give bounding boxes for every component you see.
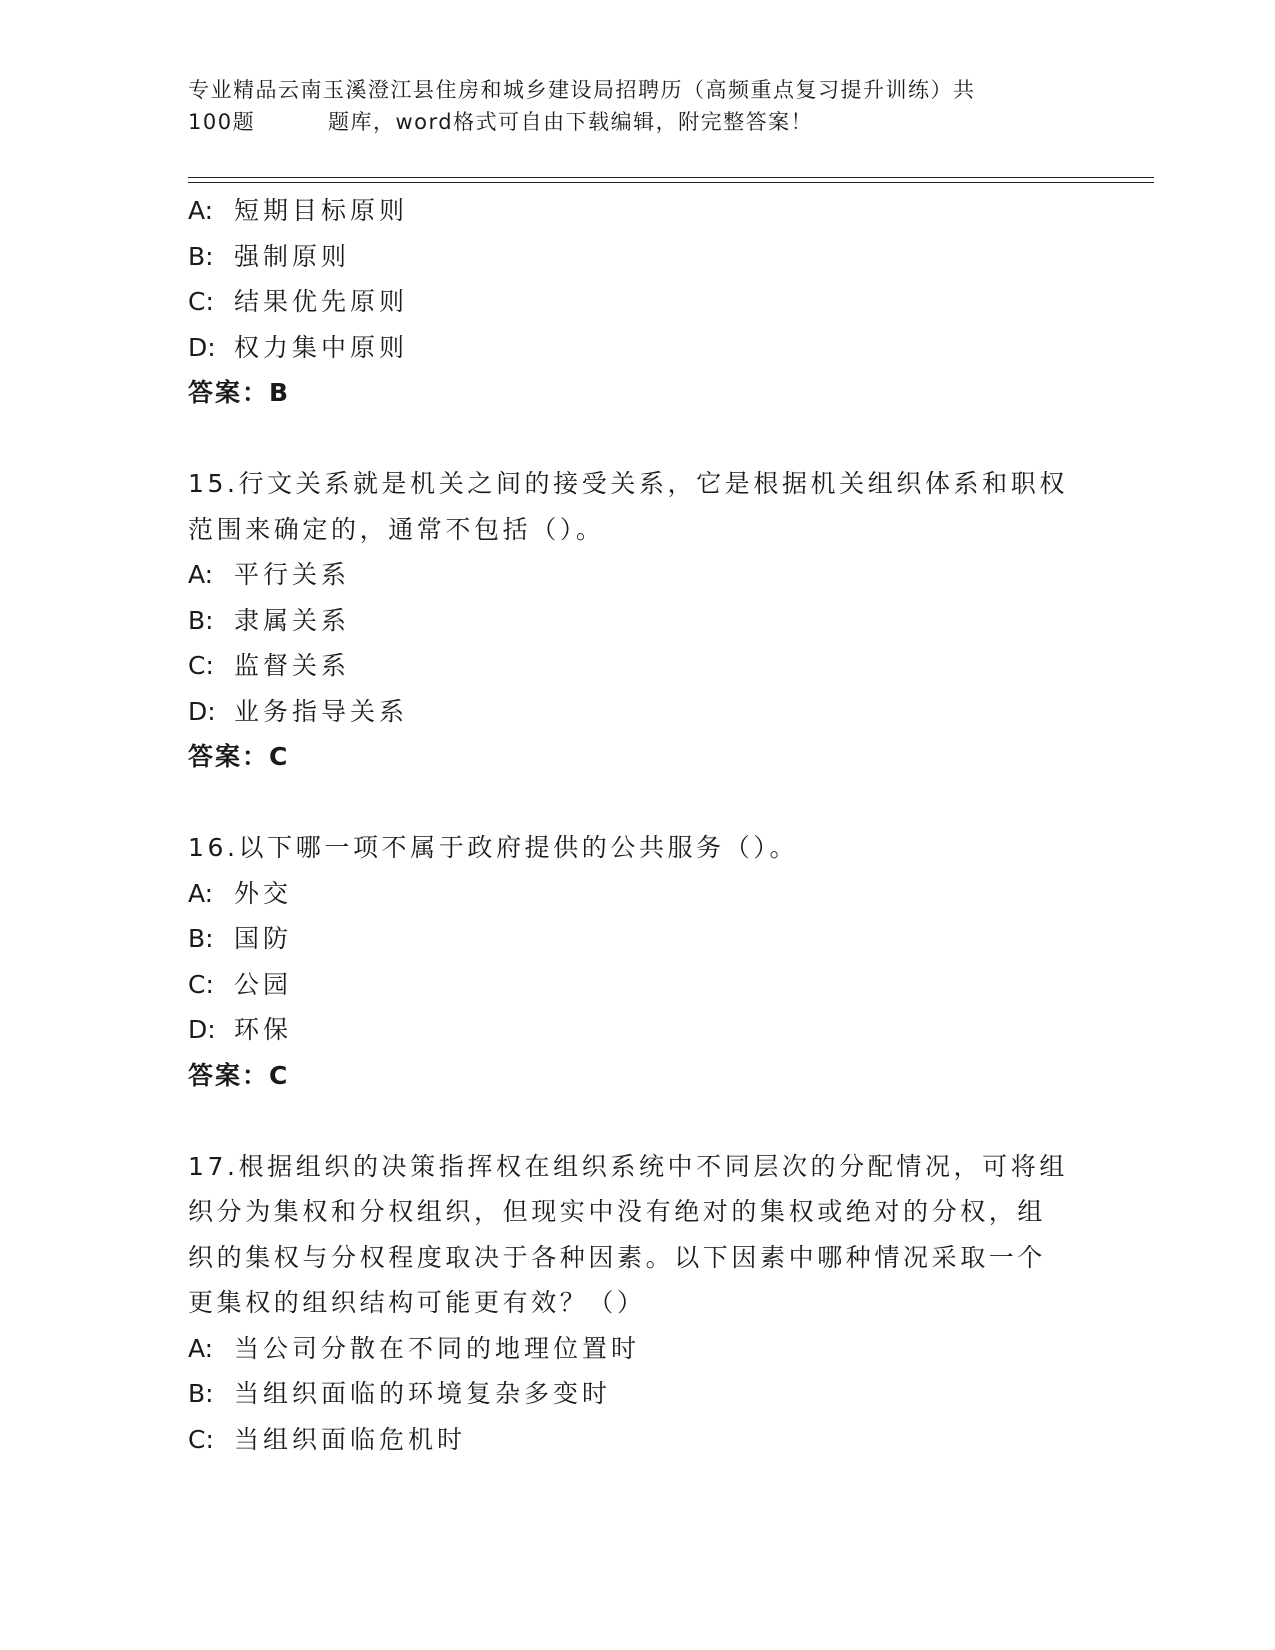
question-17 — [188, 1144, 1108, 1463]
option-b: B: 强制原则 — [188, 241, 351, 271]
page-header — [188, 74, 1068, 138]
spacer — [188, 780, 1108, 826]
spacer — [188, 1098, 1108, 1144]
answer-value: B — [269, 378, 291, 407]
question-stem-line: 16.以下哪一项不属于政府提供的公共服务（）。 — [188, 833, 799, 862]
question-stem-line: 织分为集权和分权组织，但现实中没有绝对的集权或绝对的分权，组 — [188, 1197, 1047, 1226]
question-stem-line: 织的集权与分权程度取决于各种因素。以下因素中哪种情况采取一个 — [188, 1242, 1047, 1272]
question-stem-line: 17.根据组织的决策指挥权在组织系统中不同层次的分配情况，可将组 — [188, 1151, 1068, 1181]
option-b: B: 当组织面临的环境复杂多变时 — [188, 1379, 612, 1408]
answer-line: 答案：C — [188, 742, 290, 771]
header-question-count: 100题 — [188, 110, 256, 134]
option-b: B: 国防 — [188, 924, 293, 953]
spacer — [188, 416, 1108, 462]
header-title-line1: 专业精品云南玉溪澄江县住房和城乡建设局招聘历（高频重点复习提升训练）共 — [188, 78, 976, 102]
question-15 — [188, 461, 1108, 780]
question-list — [188, 188, 1108, 1462]
option-a: A: 短期目标原则 — [188, 196, 409, 225]
option-c: C: 当组织面临危机时 — [188, 1424, 467, 1454]
option-c: C: 公园 — [188, 969, 293, 999]
header-divider — [188, 177, 1154, 183]
option-d: D: 环保 — [188, 1015, 293, 1044]
option-a: A: 平行关系 — [188, 560, 351, 589]
question-14-continued — [188, 188, 1108, 416]
option-a: A: 外交 — [188, 878, 293, 908]
answer-value: C — [269, 1060, 290, 1090]
option-c: C: 结果优先原则 — [188, 287, 409, 316]
option-c: C: 监督关系 — [188, 651, 351, 680]
header-title-line2 — [188, 106, 1068, 138]
answer-value: C — [269, 742, 290, 771]
header-title-rest: 题库，word格式可自由下载编辑，附完整答案！ — [328, 110, 814, 134]
question-stem-line: 更集权的组织结构可能更有效？（） — [188, 1288, 646, 1317]
question-16 — [188, 825, 1108, 1098]
answer-line: 答案：C — [188, 1060, 290, 1090]
answer-line: 答案：B — [188, 378, 291, 407]
option-a: A: 当公司分散在不同的地理位置时 — [188, 1333, 641, 1363]
option-b: B: 隶属关系 — [188, 605, 351, 635]
option-d: D: 权力集中原则 — [188, 332, 409, 362]
question-stem-line: 范围来确定的，通常不包括（）。 — [188, 514, 605, 544]
question-stem-line: 15.行文关系就是机关之间的接受关系，它是根据机关组织体系和职权 — [188, 469, 1068, 498]
option-d: D: 业务指导关系 — [188, 696, 409, 726]
